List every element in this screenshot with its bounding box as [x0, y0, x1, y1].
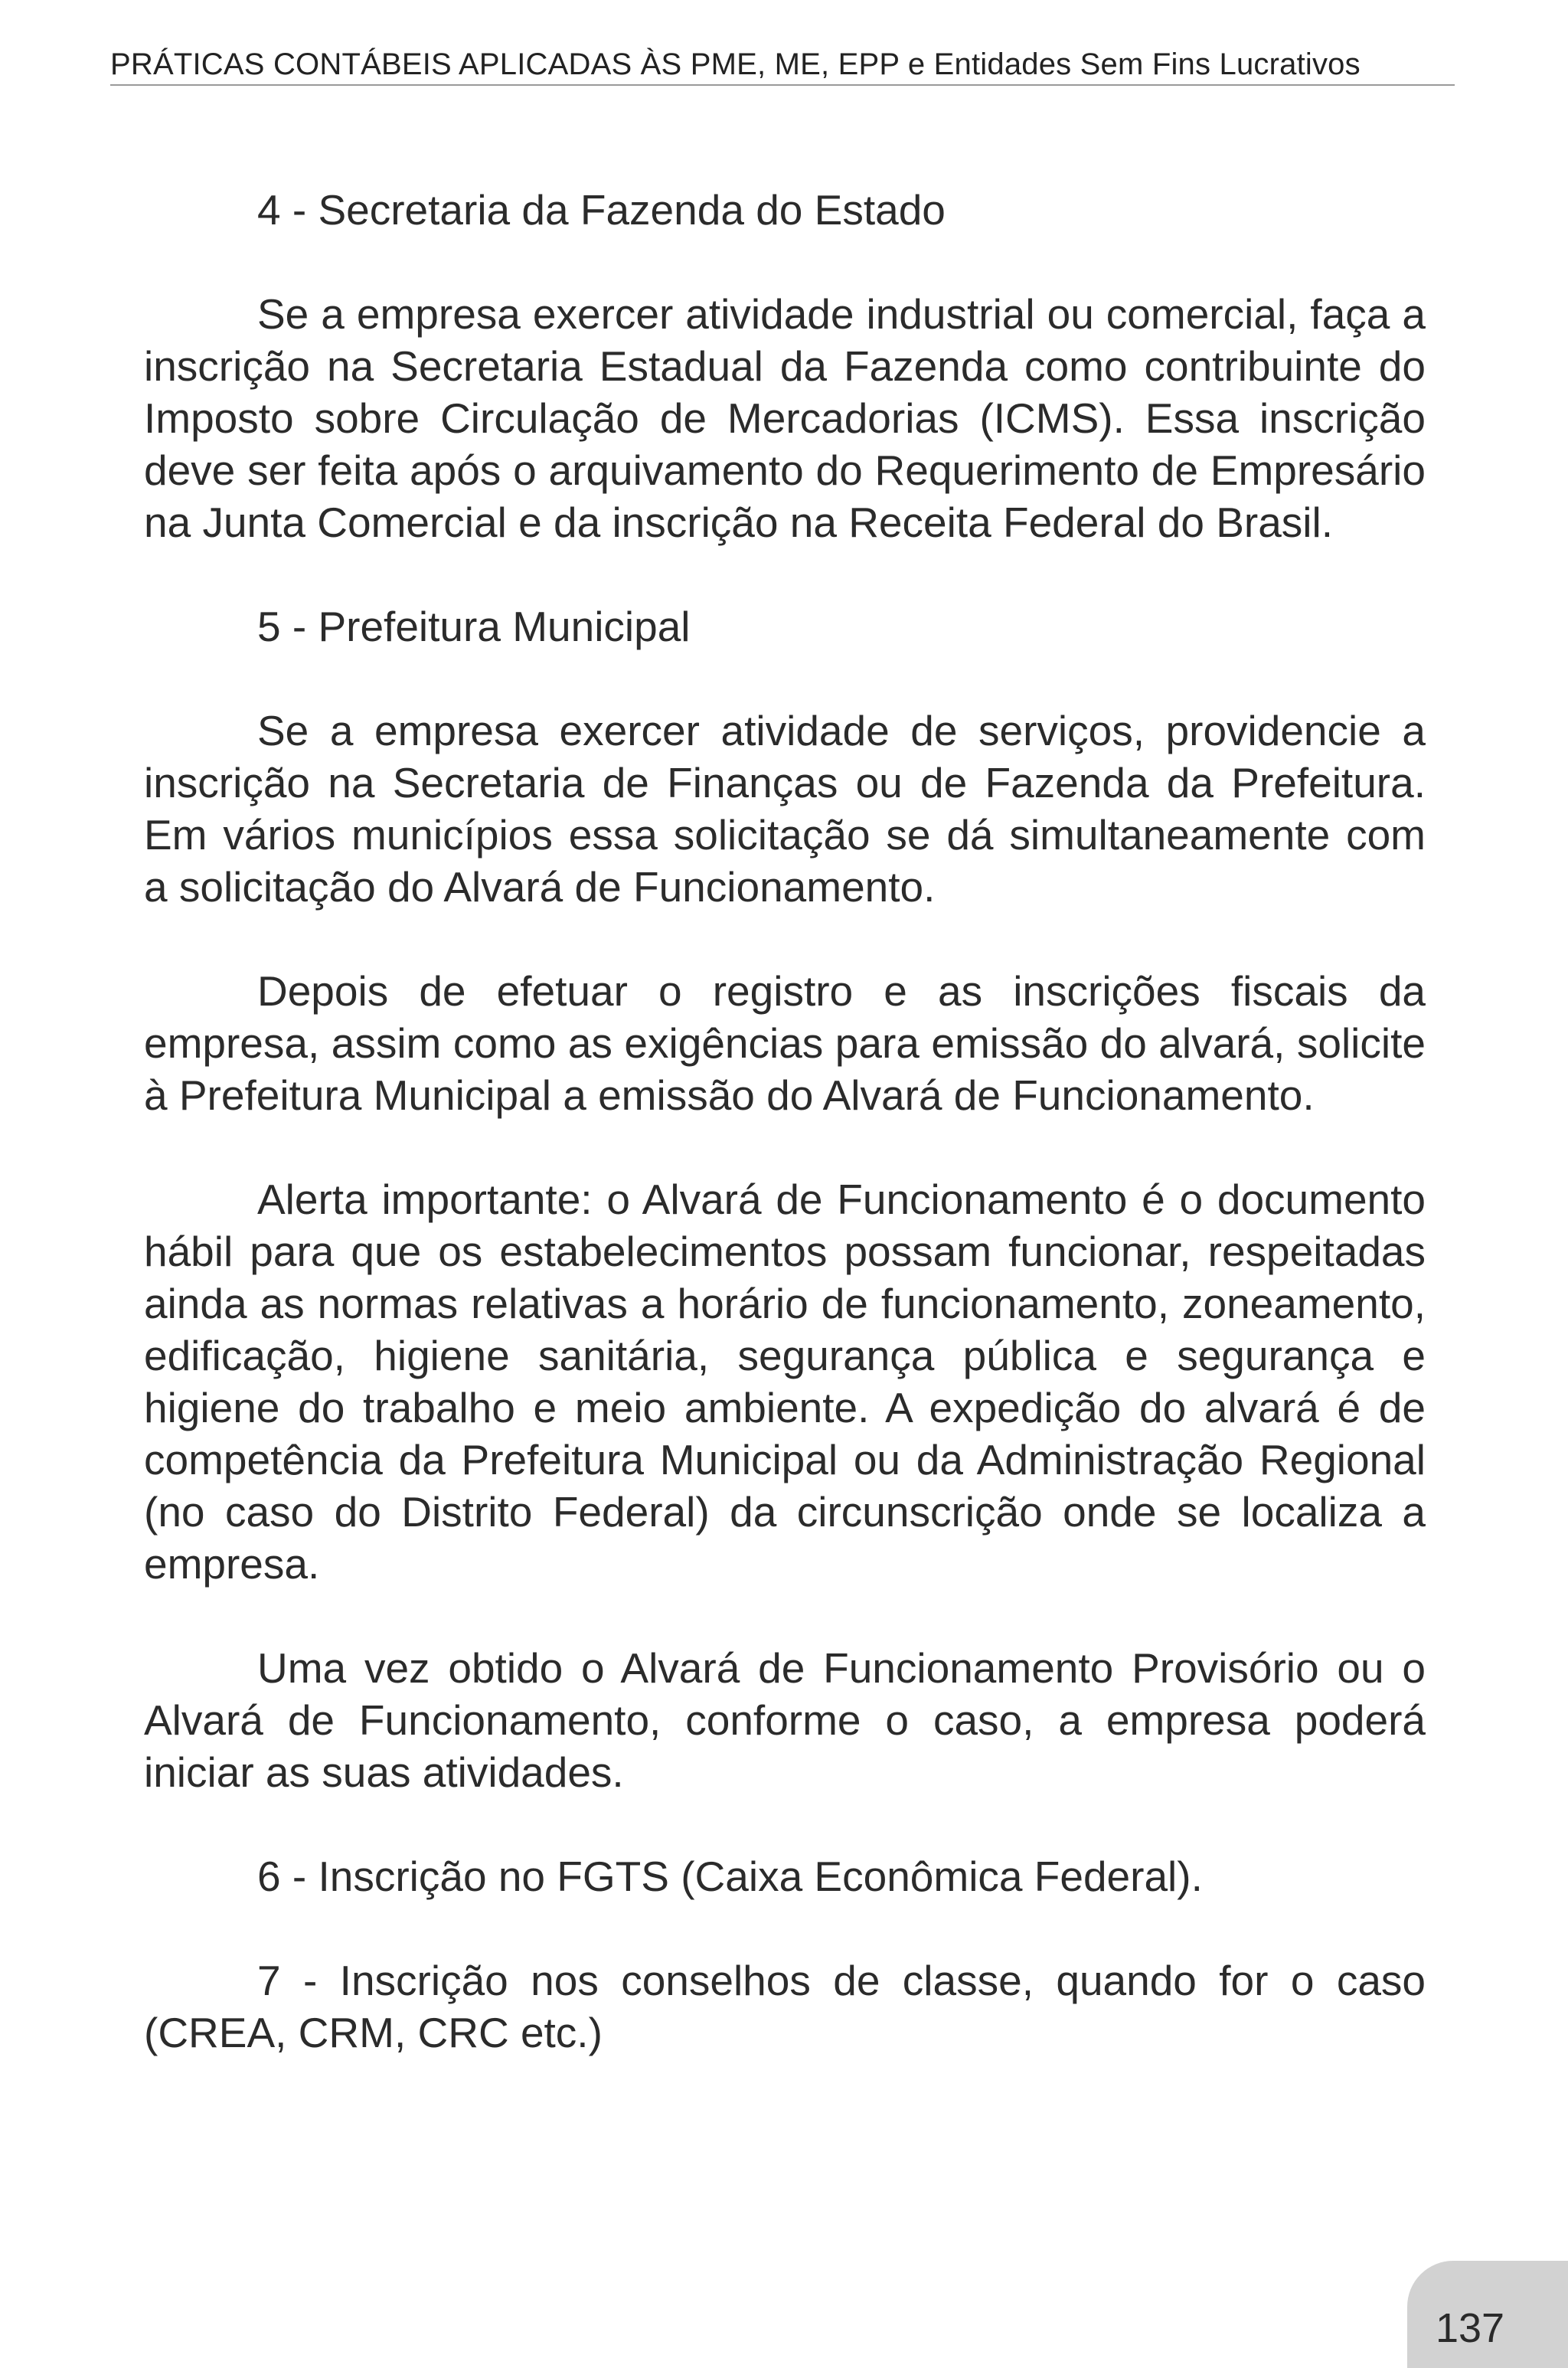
section-heading-fgts: 6 - Inscrição no FGTS (Caixa Econômica Federal). [257, 1853, 1203, 1900]
page-number: 137 [1435, 2305, 1505, 2351]
header-divider [110, 84, 1455, 86]
paragraph-icms-inscription: Se a empresa exercer atividade industrial ou comercial, faça a inscrição na Secretaria Estadual da Fazenda como contribuinte do Imposto sobre Circulação de Mercadorias (ICMS). Essa inscrição deve ser feita após o arquivamento do Requerimento de Empresário na Junta Comercial e da inscrição na Receita Federal do Brasil. [144, 290, 1426, 546]
paragraph-important-alert: Alerta importante: o Alvará de Funcionamento é o documento hábil para que os estabelecimentos possam funcionar, respeitadas ainda as normas relativas a horário de funcionamento, zoneamento, edificação, higiene sanitária, segurança pública e segurança e higiene do trabalho e meio ambiente. A expedição do alvará é de competência da Prefeitura Municipal ou da Administração Regional (no caso do Distrito Federal) da circunscrição onde se localiza a empresa. [144, 1176, 1426, 1588]
section-heading-prefeitura: 5 - Prefeitura Municipal [257, 603, 691, 650]
section-heading-secretaria-fazenda: 4 - Secretaria da Fazenda do Estado [257, 186, 946, 234]
paragraph-start-activities: Uma vez obtido o Alvará de Funcionamento Provisório ou o Alvará de Funcionamento, conforme o caso, a empresa poderá iniciar as suas atividades. [144, 1644, 1426, 1796]
running-header: PRÁTICAS CONTÁBEIS APLICADAS ÀS PME, ME, EPP e Entidades Sem Fins Lucrativos [110, 47, 1361, 81]
paragraph-alvara-request: Depois de efetuar o registro e as inscrições fiscais da empresa, assim como as exigências para emissão do alvará, solicite à Prefeitura Municipal a emissão do Alvará de Funcionamento. [144, 967, 1426, 1119]
paragraph-services-inscription: Se a empresa exercer atividade de serviços, providencie a inscrição na Secretaria de Finanças ou de Fazenda da Prefeitura. Em vários municípios essa solicitação se dá simultaneamente com a solicitação do Alvará de Funcionamento. [144, 707, 1426, 911]
page-body [144, 184, 1426, 2059]
paragraph-class-councils: 7 - Inscrição nos conselhos de classe, quando for o caso (CREA, CRM, CRC etc.) [144, 1957, 1426, 2056]
